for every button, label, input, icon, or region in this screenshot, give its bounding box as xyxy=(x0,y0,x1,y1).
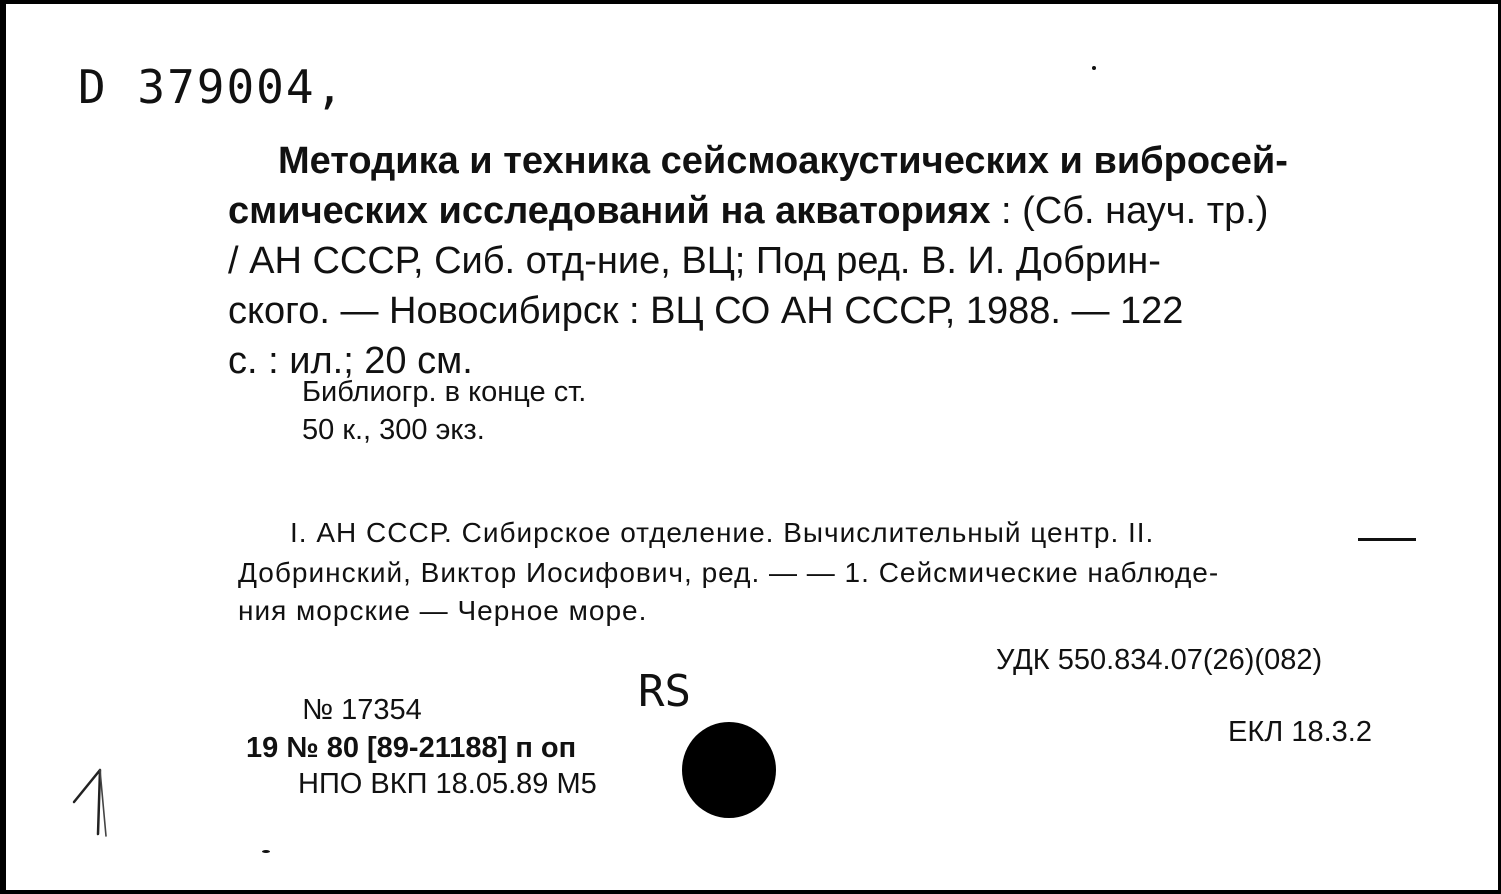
title-line-2-rest: : (Сб. науч. тр.) xyxy=(990,190,1269,232)
title-line-1 xyxy=(278,136,1288,186)
tracing-line-3: ния морские — Черное море. xyxy=(238,595,648,626)
npo-line: НПО ВКП 18.05.89 М5 xyxy=(298,768,597,800)
title-line-3: / АН СССР, Сиб. отд-ние, ВЦ; Под ред. В. И. Добрин- xyxy=(228,240,1161,282)
punch-hole-dot xyxy=(682,722,776,818)
title-line-4: ского. — Новосибирск : ВЦ СО АН СССР, 1988. — 122 xyxy=(228,290,1184,332)
handwritten-mark-icon xyxy=(66,764,126,854)
note-price: 50 к., 300 экз. xyxy=(302,414,485,446)
ekl-code: ЕКЛ 18.3.2 xyxy=(1228,716,1372,748)
speck xyxy=(262,850,270,853)
accession-number: D 379004, xyxy=(78,60,346,114)
title-line-5: с. : ил.; 20 см. xyxy=(228,340,473,382)
udc-code: УДК 550.834.07(26)(082) xyxy=(996,644,1323,676)
speck xyxy=(1092,66,1096,70)
tracing-line-1: I. АН СССР. Сибирское отделение. Вычислительный центр. II. xyxy=(290,517,1155,548)
tracing-line-2: Добринский, Виктор Иосифович, ред. — — 1. Сейсмические наблюде- xyxy=(238,557,1220,588)
card-number: № 17354 xyxy=(302,694,422,726)
tracing-underline-mark xyxy=(1358,538,1416,541)
order-line: 19 № 80 [89-21188] п оп xyxy=(246,732,577,764)
note-bibliography: Библиогр. в конце ст. xyxy=(302,376,587,408)
title-line-2 xyxy=(228,186,1268,236)
rs-mark: RS xyxy=(638,666,691,717)
title-bold-part-2: смических исследований на акваториях xyxy=(228,190,991,232)
title-bold-part-1: Методика и техника сейсмоакустических и вибросей- xyxy=(278,140,1288,182)
